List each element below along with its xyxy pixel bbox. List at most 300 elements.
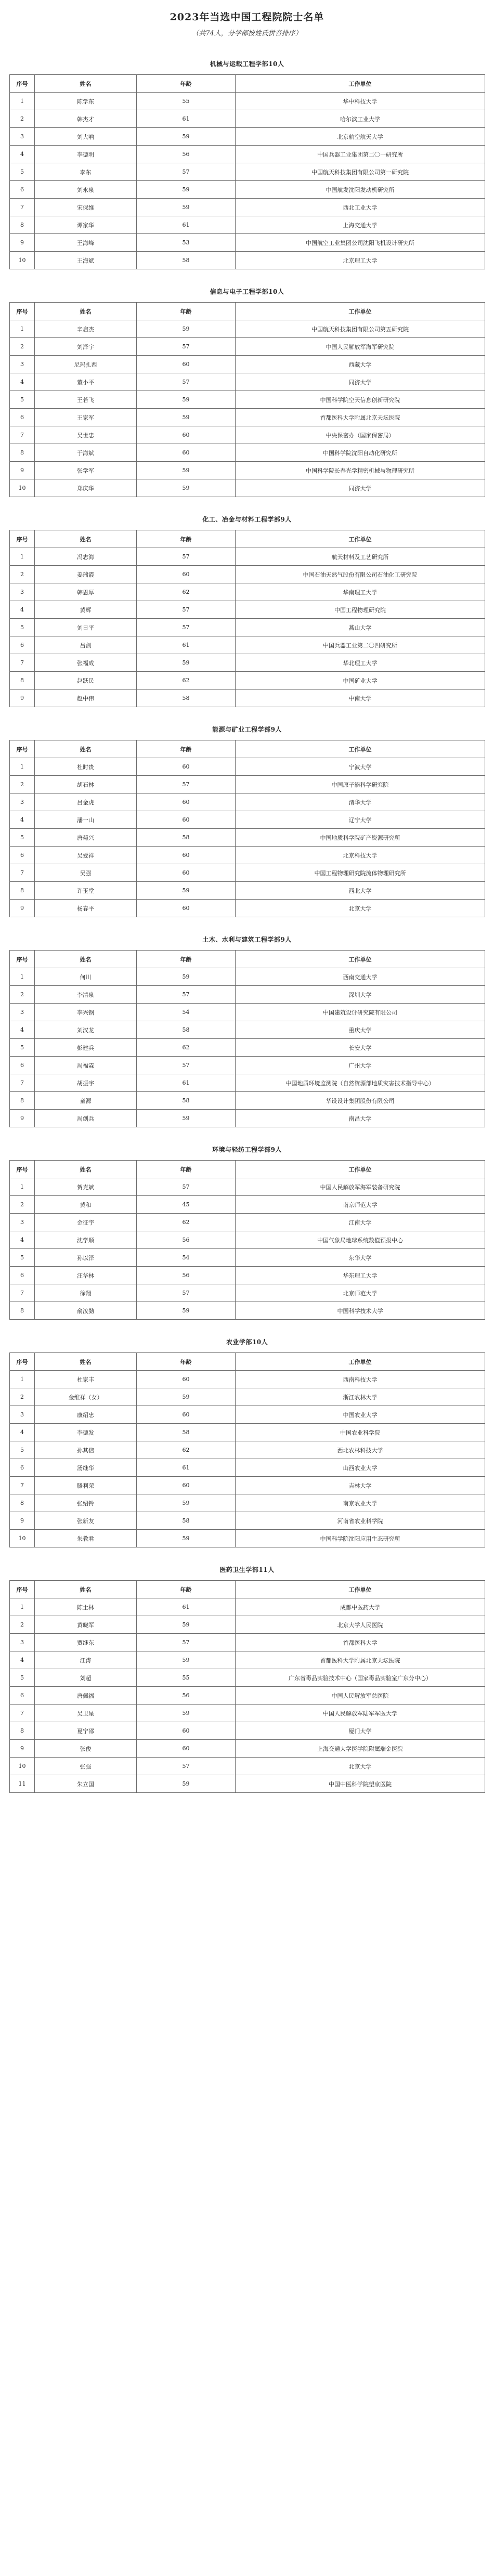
member-age: 59 bbox=[137, 968, 236, 986]
member-age: 58 bbox=[137, 1512, 236, 1530]
row-number: 3 bbox=[10, 1214, 35, 1231]
member-name: 夏宁邵 bbox=[35, 1722, 137, 1740]
member-name: 李德发 bbox=[35, 1424, 137, 1441]
section-title: 环境与轻纺工程学部9人 bbox=[212, 1146, 282, 1153]
table-row bbox=[10, 1477, 485, 1494]
column-header: 姓名 bbox=[35, 1161, 137, 1178]
column-header: 工作单位 bbox=[236, 1581, 485, 1598]
table-row bbox=[10, 1722, 485, 1740]
member-age: 60 bbox=[137, 758, 236, 776]
member-age: 59 bbox=[137, 199, 236, 216]
row-number: 10 bbox=[10, 479, 35, 497]
table-row bbox=[10, 829, 485, 847]
member-age: 58 bbox=[137, 689, 236, 707]
table-row bbox=[10, 968, 485, 986]
work-unit: 中国石油天然气股份有限公司石油化工研究院 bbox=[236, 566, 485, 583]
member-age: 62 bbox=[137, 1441, 236, 1459]
member-name: 贾继东 bbox=[35, 1634, 137, 1651]
table-row bbox=[10, 234, 485, 252]
work-unit: 中国农业大学 bbox=[236, 1406, 485, 1424]
work-unit: 中国兵器工业集团第二〇一研究所 bbox=[236, 146, 485, 163]
column-header: 姓名 bbox=[35, 1581, 137, 1598]
row-number: 3 bbox=[10, 356, 35, 373]
table-row bbox=[10, 93, 485, 110]
member-name: 吴爱祥 bbox=[35, 847, 137, 864]
work-unit: 中南大学 bbox=[236, 689, 485, 707]
table-row bbox=[10, 1371, 485, 1388]
row-number: 1 bbox=[10, 968, 35, 986]
row-number: 2 bbox=[10, 110, 35, 128]
row-number: 5 bbox=[10, 163, 35, 181]
row-number: 6 bbox=[10, 1057, 35, 1074]
row-number: 8 bbox=[10, 1302, 35, 1320]
column-header: 姓名 bbox=[35, 303, 137, 320]
row-number: 3 bbox=[10, 128, 35, 146]
row-number: 5 bbox=[10, 1669, 35, 1687]
member-name: 韩恩厚 bbox=[35, 583, 137, 601]
work-unit: 西南科技大学 bbox=[236, 1371, 485, 1388]
table-row bbox=[10, 1196, 485, 1214]
work-unit: 中国原子能科学研究院 bbox=[236, 776, 485, 793]
members-table bbox=[9, 74, 485, 269]
table-row bbox=[10, 776, 485, 793]
member-age: 61 bbox=[137, 1074, 236, 1092]
member-age: 60 bbox=[137, 793, 236, 811]
row-number: 3 bbox=[10, 793, 35, 811]
section bbox=[9, 1145, 485, 1320]
table-row bbox=[10, 548, 485, 566]
work-unit: 中国科学院长春光学精密机械与物理研究所 bbox=[236, 462, 485, 479]
member-name: 黄辉 bbox=[35, 601, 137, 619]
row-number: 2 bbox=[10, 566, 35, 583]
column-header: 年龄 bbox=[137, 303, 236, 320]
column-header: 年龄 bbox=[137, 1581, 236, 1598]
column-header: 工作单位 bbox=[236, 1353, 485, 1371]
column-header: 工作单位 bbox=[236, 740, 485, 758]
member-age: 61 bbox=[137, 1598, 236, 1616]
member-name: 冯志海 bbox=[35, 548, 137, 566]
members-table bbox=[9, 740, 485, 917]
work-unit: 深圳大学 bbox=[236, 986, 485, 1004]
row-number: 3 bbox=[10, 1406, 35, 1424]
table-row bbox=[10, 110, 485, 128]
table-row bbox=[10, 1494, 485, 1512]
column-header: 姓名 bbox=[35, 530, 137, 548]
row-number: 2 bbox=[10, 776, 35, 793]
work-unit: 南昌大学 bbox=[236, 1110, 485, 1127]
work-unit: 首都医科大学附属北京天坛医院 bbox=[236, 1651, 485, 1669]
work-unit: 中国科学技术大学 bbox=[236, 1302, 485, 1320]
work-unit: 北京航空航天大学 bbox=[236, 128, 485, 146]
member-name: 许玉堂 bbox=[35, 882, 137, 900]
column-header: 序号 bbox=[10, 740, 35, 758]
row-number: 7 bbox=[10, 426, 35, 444]
row-number: 3 bbox=[10, 583, 35, 601]
row-number: 8 bbox=[10, 444, 35, 462]
member-age: 59 bbox=[137, 1651, 236, 1669]
row-number: 7 bbox=[10, 1074, 35, 1092]
work-unit: 中国地质科学院矿产资源研究所 bbox=[236, 829, 485, 847]
row-number: 6 bbox=[10, 409, 35, 426]
table-row bbox=[10, 758, 485, 776]
work-unit: 成都中医药大学 bbox=[236, 1598, 485, 1616]
table-row bbox=[10, 1669, 485, 1687]
work-unit: 长安大学 bbox=[236, 1039, 485, 1057]
member-age: 59 bbox=[137, 128, 236, 146]
member-age: 59 bbox=[137, 1775, 236, 1793]
column-header: 工作单位 bbox=[236, 1161, 485, 1178]
member-age: 59 bbox=[137, 1388, 236, 1406]
member-name: 张新友 bbox=[35, 1512, 137, 1530]
table-row bbox=[10, 1634, 485, 1651]
table-row bbox=[10, 163, 485, 181]
page-title: 2023年当选中国工程院院士名单 bbox=[170, 11, 324, 23]
member-name: 李德明 bbox=[35, 146, 137, 163]
member-age: 59 bbox=[137, 1302, 236, 1320]
row-number: 8 bbox=[10, 1494, 35, 1512]
member-name: 王若飞 bbox=[35, 391, 137, 409]
row-number: 8 bbox=[10, 1722, 35, 1740]
work-unit: 东华大学 bbox=[236, 1249, 485, 1267]
row-number: 5 bbox=[10, 1249, 35, 1267]
work-unit: 辽宁大学 bbox=[236, 811, 485, 829]
row-number: 5 bbox=[10, 829, 35, 847]
table-row bbox=[10, 1424, 485, 1441]
work-unit: 中国科学院空天信息创新研究院 bbox=[236, 391, 485, 409]
member-name: 刘泽宇 bbox=[35, 338, 137, 356]
work-unit: 中国工程物理研究院 bbox=[236, 601, 485, 619]
row-number: 2 bbox=[10, 1196, 35, 1214]
member-name: 王家军 bbox=[35, 409, 137, 426]
member-age: 57 bbox=[137, 163, 236, 181]
member-name: 康绍忠 bbox=[35, 1406, 137, 1424]
table-row bbox=[10, 636, 485, 654]
column-header: 年龄 bbox=[137, 951, 236, 968]
member-name: 江涛 bbox=[35, 1651, 137, 1669]
section-title: 信息与电子工程学部10人 bbox=[210, 288, 284, 295]
row-number: 7 bbox=[10, 1284, 35, 1302]
row-number: 6 bbox=[10, 1459, 35, 1477]
member-age: 62 bbox=[137, 672, 236, 689]
member-age: 59 bbox=[137, 462, 236, 479]
table-header-row bbox=[10, 303, 485, 320]
work-unit: 中国中医科学院望京医院 bbox=[236, 1775, 485, 1793]
member-age: 58 bbox=[137, 829, 236, 847]
table-row bbox=[10, 1074, 485, 1092]
member-age: 62 bbox=[137, 1214, 236, 1231]
member-name: 刘大响 bbox=[35, 128, 137, 146]
member-age: 57 bbox=[137, 1758, 236, 1775]
work-unit: 同济大学 bbox=[236, 373, 485, 391]
member-name: 张学军 bbox=[35, 462, 137, 479]
row-number: 4 bbox=[10, 1021, 35, 1039]
table-row bbox=[10, 1651, 485, 1669]
table-row bbox=[10, 1004, 485, 1021]
table-row bbox=[10, 1110, 485, 1127]
row-number: 6 bbox=[10, 181, 35, 199]
member-age: 59 bbox=[137, 1530, 236, 1547]
member-age: 60 bbox=[137, 847, 236, 864]
member-name: 董小平 bbox=[35, 373, 137, 391]
row-number: 9 bbox=[10, 1110, 35, 1127]
work-unit: 中国人民解放军海军装备研究院 bbox=[236, 1178, 485, 1196]
row-number: 4 bbox=[10, 1231, 35, 1249]
member-age: 60 bbox=[137, 811, 236, 829]
table-row bbox=[10, 426, 485, 444]
work-unit: 航天材料及工艺研究所 bbox=[236, 548, 485, 566]
work-unit: 中国农业科学院 bbox=[236, 1424, 485, 1441]
table-row bbox=[10, 986, 485, 1004]
work-unit: 首都医科大学附属北京天坛医院 bbox=[236, 409, 485, 426]
row-number: 8 bbox=[10, 882, 35, 900]
table-row bbox=[10, 566, 485, 583]
members-table bbox=[9, 1580, 485, 1793]
table-row bbox=[10, 128, 485, 146]
row-number: 1 bbox=[10, 548, 35, 566]
member-name: 杜时贵 bbox=[35, 758, 137, 776]
member-age: 58 bbox=[137, 1092, 236, 1110]
table-row bbox=[10, 1302, 485, 1320]
members-table bbox=[9, 302, 485, 497]
table-row bbox=[10, 1406, 485, 1424]
table-header-row bbox=[10, 740, 485, 758]
table-row bbox=[10, 1057, 485, 1074]
table-row bbox=[10, 654, 485, 672]
work-unit: 燕山大学 bbox=[236, 619, 485, 636]
row-number: 7 bbox=[10, 1477, 35, 1494]
member-age: 59 bbox=[137, 320, 236, 338]
member-age: 59 bbox=[137, 181, 236, 199]
row-number: 8 bbox=[10, 672, 35, 689]
section-title: 农业学部10人 bbox=[226, 1338, 268, 1346]
members-table bbox=[9, 530, 485, 707]
member-age: 55 bbox=[137, 93, 236, 110]
column-header: 序号 bbox=[10, 75, 35, 93]
table-header-row bbox=[10, 75, 485, 93]
table-row bbox=[10, 583, 485, 601]
row-number: 9 bbox=[10, 1512, 35, 1530]
section bbox=[9, 287, 485, 497]
work-unit: 中国人民解放军总医院 bbox=[236, 1687, 485, 1705]
work-unit: 中央保密办（国家保密局） bbox=[236, 426, 485, 444]
table-row bbox=[10, 1512, 485, 1530]
member-name: 彭建兵 bbox=[35, 1039, 137, 1057]
member-age: 59 bbox=[137, 654, 236, 672]
member-name: 吕金虎 bbox=[35, 793, 137, 811]
row-number: 10 bbox=[10, 1530, 35, 1547]
row-number: 4 bbox=[10, 373, 35, 391]
section bbox=[9, 1337, 485, 1547]
member-name: 陈士林 bbox=[35, 1598, 137, 1616]
row-number: 9 bbox=[10, 1740, 35, 1758]
member-name: 赵中伟 bbox=[35, 689, 137, 707]
member-age: 60 bbox=[137, 1371, 236, 1388]
table-row bbox=[10, 619, 485, 636]
work-unit: 华南理工大学 bbox=[236, 583, 485, 601]
table-row bbox=[10, 882, 485, 900]
row-number: 6 bbox=[10, 1267, 35, 1284]
member-name: 汤继华 bbox=[35, 1459, 137, 1477]
row-number: 6 bbox=[10, 847, 35, 864]
member-name: 郑庆华 bbox=[35, 479, 137, 497]
table-row bbox=[10, 1705, 485, 1722]
member-age: 57 bbox=[137, 1284, 236, 1302]
member-name: 贺克斌 bbox=[35, 1178, 137, 1196]
member-age: 56 bbox=[137, 1687, 236, 1705]
member-age: 54 bbox=[137, 1004, 236, 1021]
member-name: 徐翔 bbox=[35, 1284, 137, 1302]
member-age: 57 bbox=[137, 986, 236, 1004]
work-unit: 北京大学人民医院 bbox=[236, 1616, 485, 1634]
table-row bbox=[10, 1441, 485, 1459]
member-name: 韩杰才 bbox=[35, 110, 137, 128]
work-unit: 广州大学 bbox=[236, 1057, 485, 1074]
member-age: 61 bbox=[137, 636, 236, 654]
work-unit: 北京理工大学 bbox=[236, 252, 485, 269]
member-name: 李兴钢 bbox=[35, 1004, 137, 1021]
member-age: 60 bbox=[137, 426, 236, 444]
row-number: 1 bbox=[10, 1178, 35, 1196]
member-name: 朱教君 bbox=[35, 1530, 137, 1547]
row-number: 7 bbox=[10, 654, 35, 672]
work-unit: 上海交通大学医学院附属瑞金医院 bbox=[236, 1740, 485, 1758]
table-row bbox=[10, 1687, 485, 1705]
member-name: 沈学顺 bbox=[35, 1231, 137, 1249]
table-header-row bbox=[10, 530, 485, 548]
member-age: 62 bbox=[137, 583, 236, 601]
work-unit: 西北工业大学 bbox=[236, 199, 485, 216]
work-unit: 中国科学院沈阳应用生态研究所 bbox=[236, 1530, 485, 1547]
section-title: 化工、冶金与材料工程学部9人 bbox=[202, 516, 292, 523]
member-name: 胡石林 bbox=[35, 776, 137, 793]
work-unit: 重庆大学 bbox=[236, 1021, 485, 1039]
table-row bbox=[10, 601, 485, 619]
row-number: 2 bbox=[10, 338, 35, 356]
member-name: 孙其信 bbox=[35, 1441, 137, 1459]
table-row bbox=[10, 216, 485, 234]
table-row bbox=[10, 811, 485, 829]
table-row bbox=[10, 1459, 485, 1477]
member-age: 61 bbox=[137, 110, 236, 128]
member-age: 60 bbox=[137, 356, 236, 373]
member-name: 孙以泽 bbox=[35, 1249, 137, 1267]
work-unit: 吉林大学 bbox=[236, 1477, 485, 1494]
row-number: 9 bbox=[10, 900, 35, 917]
work-unit: 中国矿业大学 bbox=[236, 672, 485, 689]
row-number: 8 bbox=[10, 216, 35, 234]
member-name: 汪华林 bbox=[35, 1267, 137, 1284]
member-name: 俞汝勤 bbox=[35, 1302, 137, 1320]
work-unit: 北京大学 bbox=[236, 900, 485, 917]
member-name: 李清泉 bbox=[35, 986, 137, 1004]
column-header: 序号 bbox=[10, 530, 35, 548]
work-unit: 南京师范大学 bbox=[236, 1196, 485, 1214]
member-name: 黄和 bbox=[35, 1196, 137, 1214]
work-unit: 上海交通大学 bbox=[236, 216, 485, 234]
work-unit: 中国航发沈阳发动机研究所 bbox=[236, 181, 485, 199]
member-age: 57 bbox=[137, 1057, 236, 1074]
work-unit: 西北农林科技大学 bbox=[236, 1441, 485, 1459]
row-number: 9 bbox=[10, 689, 35, 707]
row-number: 2 bbox=[10, 986, 35, 1004]
section bbox=[9, 59, 485, 269]
page-subtitle: （共74人，分学部按姓氏拼音排序） bbox=[192, 30, 302, 37]
work-unit: 西北大学 bbox=[236, 882, 485, 900]
work-unit: 华设设计集团股份有限公司 bbox=[236, 1092, 485, 1110]
row-number: 7 bbox=[10, 1705, 35, 1722]
column-header: 姓名 bbox=[35, 75, 137, 93]
table-row bbox=[10, 1598, 485, 1616]
member-age: 60 bbox=[137, 566, 236, 583]
table-row bbox=[10, 672, 485, 689]
member-age: 54 bbox=[137, 1249, 236, 1267]
member-age: 60 bbox=[137, 1722, 236, 1740]
work-unit: 广东省毒品实验技术中心（国家毒品实验室广东分中心） bbox=[236, 1669, 485, 1687]
member-age: 61 bbox=[137, 1459, 236, 1477]
work-unit: 江南大学 bbox=[236, 1214, 485, 1231]
work-unit: 中国兵器工业第二〇四研究所 bbox=[236, 636, 485, 654]
table-row bbox=[10, 409, 485, 426]
row-number: 5 bbox=[10, 1039, 35, 1057]
work-unit: 首都医科大学 bbox=[236, 1634, 485, 1651]
row-number: 10 bbox=[10, 1758, 35, 1775]
work-unit: 同济大学 bbox=[236, 479, 485, 497]
member-age: 61 bbox=[137, 216, 236, 234]
member-name: 刘日平 bbox=[35, 619, 137, 636]
work-unit: 浙江农林大学 bbox=[236, 1388, 485, 1406]
member-name: 胡振宇 bbox=[35, 1074, 137, 1092]
section-title: 医药卫生学部11人 bbox=[219, 1566, 275, 1573]
member-name: 滕利荣 bbox=[35, 1477, 137, 1494]
row-number: 11 bbox=[10, 1775, 35, 1793]
table-row bbox=[10, 181, 485, 199]
row-number: 10 bbox=[10, 252, 35, 269]
table-header-row bbox=[10, 1161, 485, 1178]
member-age: 59 bbox=[137, 882, 236, 900]
table-row bbox=[10, 1388, 485, 1406]
row-number: 9 bbox=[10, 462, 35, 479]
row-number: 7 bbox=[10, 199, 35, 216]
member-name: 谭家华 bbox=[35, 216, 137, 234]
member-age: 57 bbox=[137, 548, 236, 566]
member-age: 59 bbox=[137, 1705, 236, 1722]
member-age: 56 bbox=[137, 146, 236, 163]
table-row bbox=[10, 1758, 485, 1775]
table-row bbox=[10, 1021, 485, 1039]
table-row bbox=[10, 373, 485, 391]
table-row bbox=[10, 793, 485, 811]
column-header: 姓名 bbox=[35, 951, 137, 968]
member-age: 56 bbox=[137, 1231, 236, 1249]
column-header: 序号 bbox=[10, 1161, 35, 1178]
member-age: 57 bbox=[137, 1178, 236, 1196]
member-name: 宋保维 bbox=[35, 199, 137, 216]
column-header: 年龄 bbox=[137, 530, 236, 548]
member-name: 王海斌 bbox=[35, 252, 137, 269]
table-row bbox=[10, 462, 485, 479]
table-row bbox=[10, 356, 485, 373]
row-number: 8 bbox=[10, 1092, 35, 1110]
work-unit: 中国人民解放军陆军军医大学 bbox=[236, 1705, 485, 1722]
table-row bbox=[10, 338, 485, 356]
table-header-row bbox=[10, 1353, 485, 1371]
work-unit: 西藏大学 bbox=[236, 356, 485, 373]
column-header: 序号 bbox=[10, 1353, 35, 1371]
row-number: 5 bbox=[10, 619, 35, 636]
section-title: 机械与运载工程学部10人 bbox=[210, 60, 284, 68]
member-age: 57 bbox=[137, 373, 236, 391]
column-header: 姓名 bbox=[35, 1353, 137, 1371]
